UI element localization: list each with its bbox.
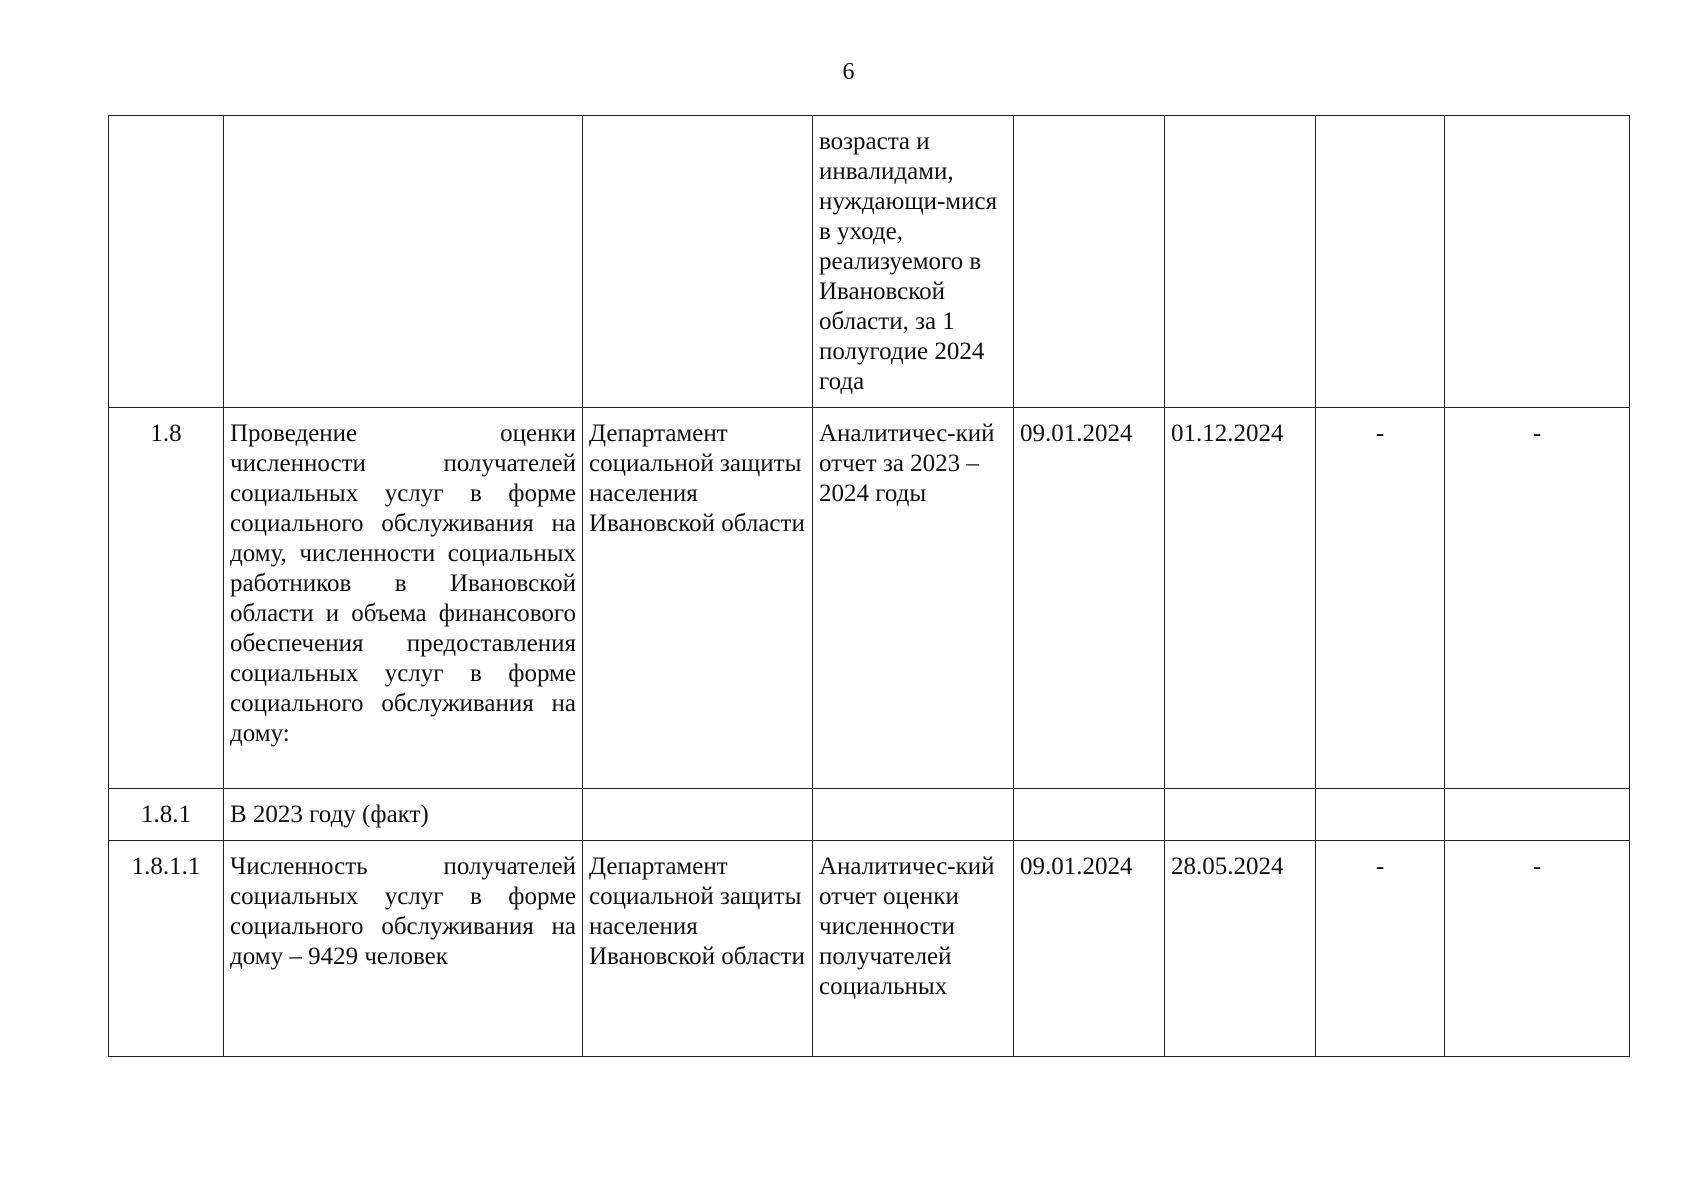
result-cell [813, 116, 1014, 408]
col7-cell: - [1316, 408, 1445, 789]
col7-cell [1316, 116, 1445, 408]
table-row [109, 789, 1630, 841]
start-date-cell: 09.01.2024 [1014, 841, 1165, 1057]
event-cell: Проведение оценки численности получателей социальных услуг в форме социального обслуживания на дому, численности социальных работников в Ивановской области и объема финансового обеспечения предоставления социальных услуг в форме социального обслуживания на дому: [224, 408, 583, 789]
result-cell: Аналитичес-кий отчет за 2023 – 2024 годы [813, 408, 1014, 789]
end-date-cell: 01.12.2024 [1165, 408, 1316, 789]
row-number-cell: 1.8.1 [109, 789, 224, 841]
result-text: возраста и инвалидами, нуждающи-мися в уходе, реализуемого в Ивановской области, за 1 полугодие 2024 года [819, 128, 998, 395]
end-date-cell: 28.05.2024 [1165, 841, 1316, 1057]
row-number-cell [109, 116, 224, 408]
event-cell [224, 116, 583, 408]
table-row [109, 841, 1630, 1057]
col7-cell: - [1316, 841, 1445, 1057]
responsible-cell: Департамент социальной защиты населения Ивановской области [583, 408, 813, 789]
col8-cell [1445, 116, 1630, 408]
page-number: 6 [842, 59, 855, 85]
table-row [109, 408, 1630, 789]
row-number-cell: 1.8 [109, 408, 224, 789]
col8-cell [1445, 789, 1630, 841]
row-number-cell: 1.8.1.1 [109, 841, 224, 1057]
result-cell: Аналитичес-кий отчет оценки численности получателей социальных [813, 841, 1014, 1057]
responsible-cell [583, 116, 813, 408]
col7-cell [1316, 789, 1445, 841]
col8-cell: - [1445, 841, 1630, 1057]
event-cell: В 2023 году (факт) [224, 789, 583, 841]
plan-table [108, 115, 1630, 1057]
start-date-cell [1014, 789, 1165, 841]
responsible-cell [583, 789, 813, 841]
result-cell [813, 789, 1014, 841]
event-cell: Численность получателей социальных услуг в форме социального обслуживания на дому – 9429 человек [224, 841, 583, 1057]
end-date-cell [1165, 789, 1316, 841]
table-row [109, 116, 1630, 408]
end-date-cell [1165, 116, 1316, 408]
responsible-cell: Департамент социальной защиты населения Ивановской области [583, 841, 813, 1057]
col8-cell: - [1445, 408, 1630, 789]
start-date-cell: 09.01.2024 [1014, 408, 1165, 789]
start-date-cell [1014, 116, 1165, 408]
